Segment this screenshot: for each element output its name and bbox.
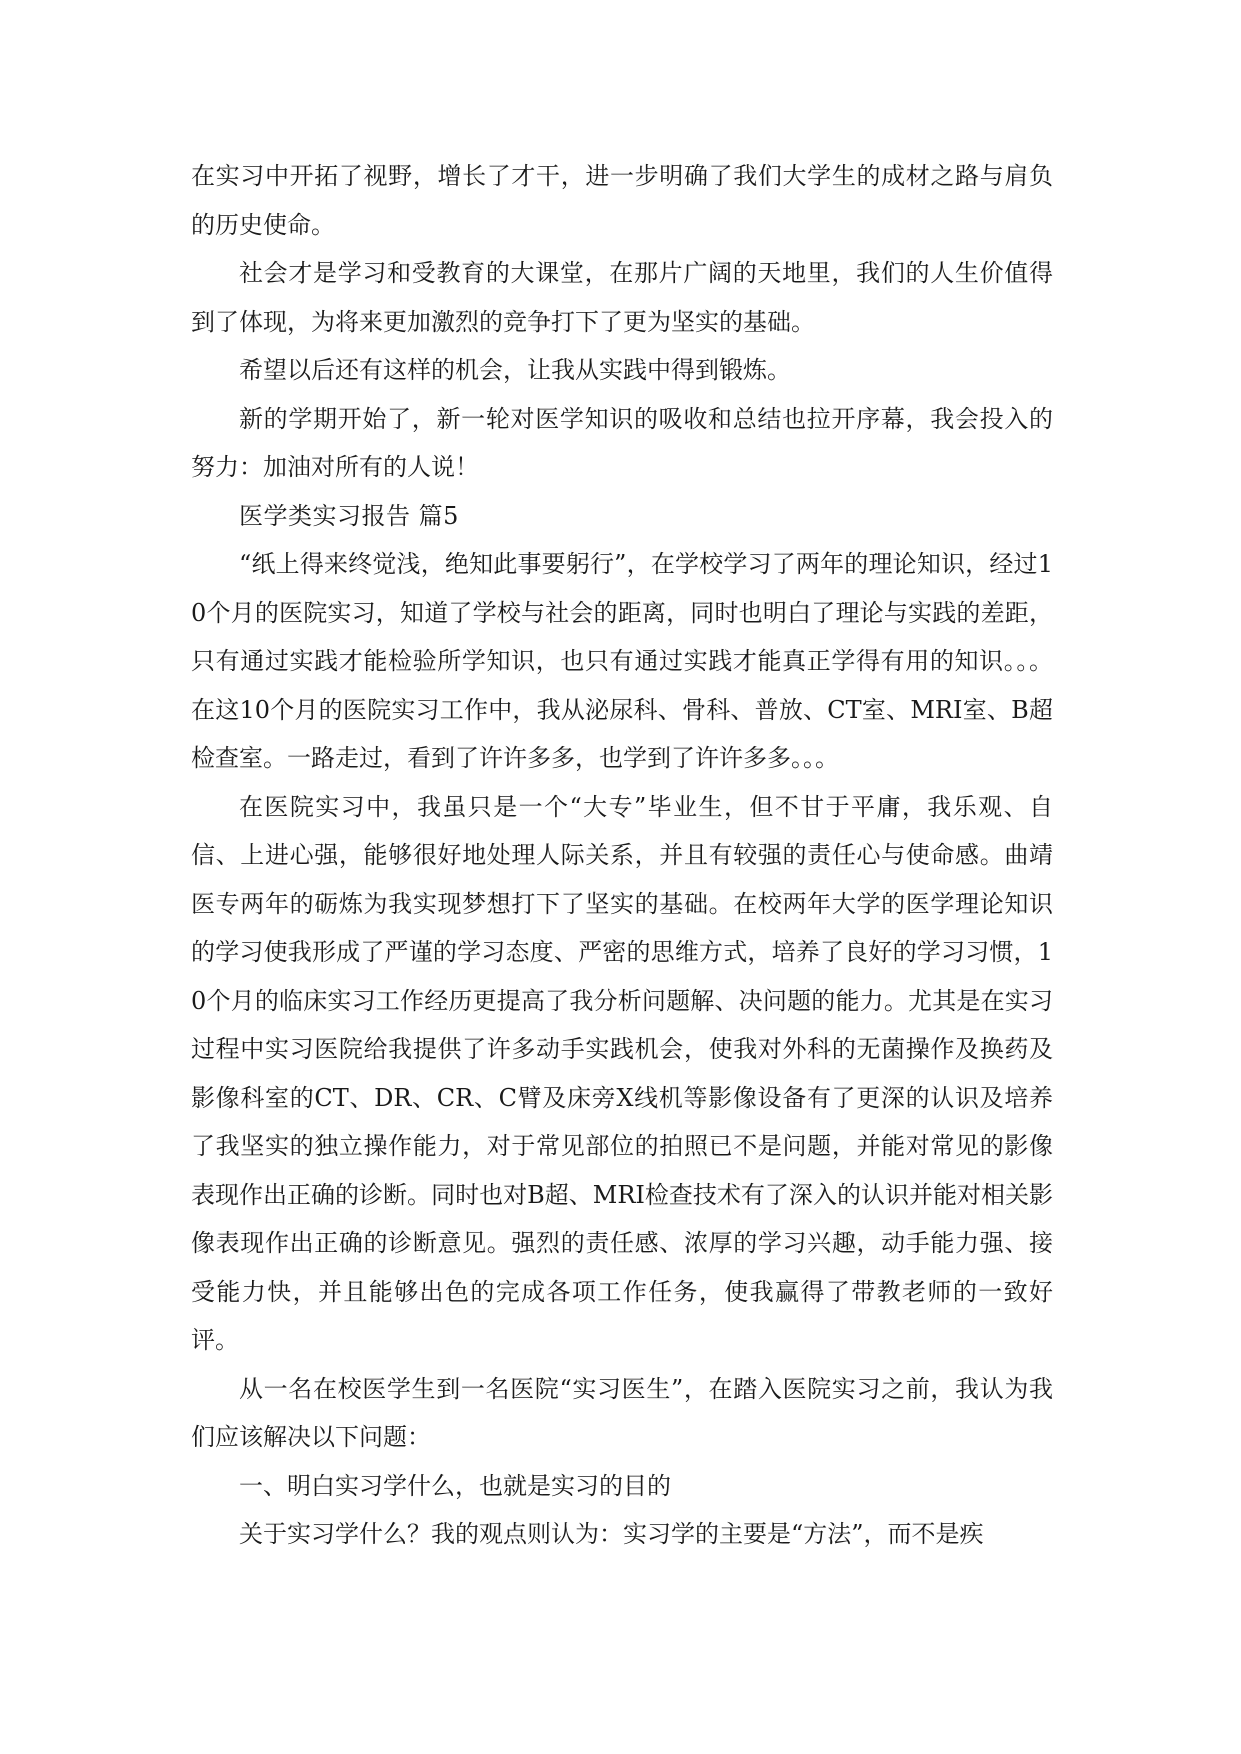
paragraph-2: 社会才是学习和受教育的大课堂，在那片广阔的天地里，我们的人生价值得到了体现，为将来更加激烈的竞争打下了更为坚实的基础。 (191, 259, 1053, 336)
paragraph-1: 在实习中开拓了视野，增长了才干，进一步明确了我们大学生的成材之路与肩负的历史使命。 (191, 162, 1053, 239)
section-heading: 医学类实习报告 篇5 (239, 501, 459, 530)
paragraph-6: “纸上得来终觉浅，绝知此事要躬行”，在学校学习了两年的理论知识，经过10个月的医院实习，知道了学校与社会的距离，同时也明白了理论与实践的差距，只有通过实践才能检验所学知识，也只有通过实践才能真正学得有用的知识。。。在这10个月的医院实习工作中，我从泌尿科、骨科、普放、CT室、MRI室、B超检查室。一路走过，看到了许许多多，也学到了许许多多。。。 (191, 550, 1053, 772)
paragraph-3: 希望以后还有这样的机会，让我从实践中得到锻炼。 (239, 356, 791, 384)
paragraph-8: 从一名在校医学生到一名医院“实习医生”，在踏入医院实习之前，我认为我们应该解决以下问题： (191, 1374, 1053, 1451)
subheading-1: 一、明白实习学什么，也就是实习的目的 (239, 1471, 671, 1500)
paragraph-4: 新的学期开始了，新一轮对医学知识的吸收和总结也拉开序幕，我会投入的努力：加油对所有的人说！ (191, 404, 1053, 481)
paragraph-7: 在医院实习中，我虽只是一个“大专”毕业生，但不甘于平庸，我乐观、自信、上进心强，能够很好地处理人际关系，并且有较强的责任心与使命感。曲靖医专两年的砺炼为我实现梦想打下了坚实的基础。在校两年大学的医学理论知识的学习使我形成了严谨的学习态度、严密的思维方式，培养了良好的学习习惯，10个月的临床实习工作经历更提高了我分析问题解、决问题的能力。尤其是在实习过程中实习医院给我提供了许多动手实践机会，使我对外科的无菌操作及换药及影像科室的CT、DR、CR、C臂及床旁X线机等影像设备有了更深的认识及培养了我坚实的独立操作能力，对于常见部位的拍照已不是问题，并能对常见的影像表现作出正确的诊断。同时也对B超、MRI检查技术有了深入的认识并能对相关影像表现作出正确的诊断意见。强烈的责任感、浓厚的学习兴趣，动手能力强、接受能力快，并且能够出色的完成各项工作任务，使我赢得了带教老师的一致好评。 (191, 792, 1053, 1354)
document-page (191, 152, 1053, 1559)
paragraph-10: 关于实习学什么？我的观点则认为：实习学的主要是“方法”，而不是疾 (239, 1520, 984, 1548)
